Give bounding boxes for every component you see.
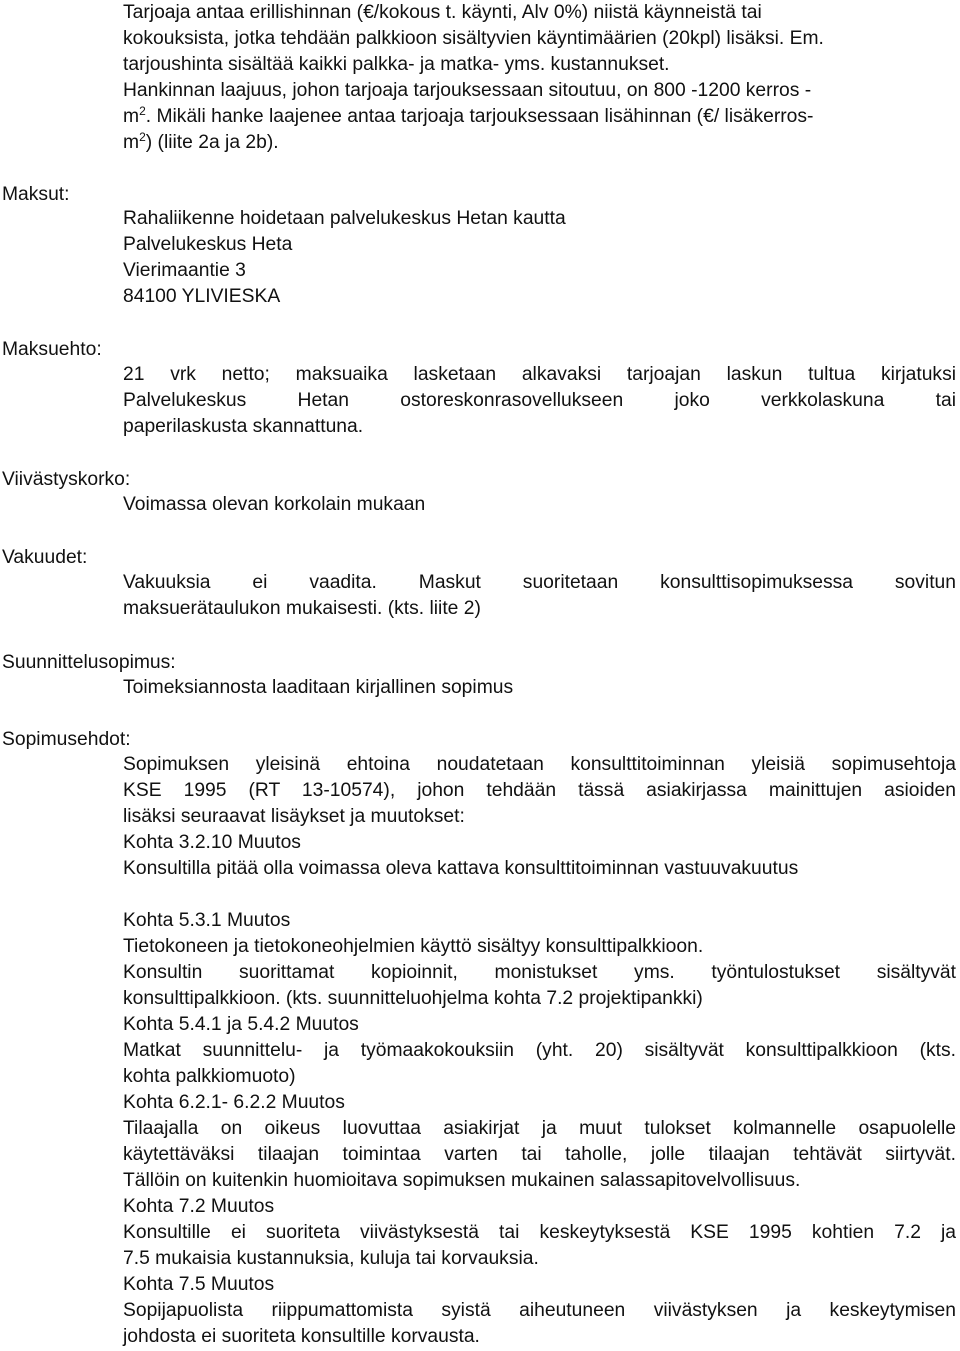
sopimusehdot-line: konsulttipalkkioon. (kts. suunnitteluohjelma kohta 7.2 projektipankki) — [123, 988, 703, 1009]
sopimusehdot-line: Kohta 5.3.1 Muutos — [123, 910, 291, 931]
maksut-line: 84100 YLIVIESKA — [123, 286, 281, 307]
intro-line: $m^2$) (liite 2a ja 2b). — [123, 130, 279, 153]
vakuudet-content — [123, 570, 956, 622]
sopimusehdot-line: Konsultilla pitää olla voimassa oleva kattava konsulttitoiminnan vastuuvakuutus — [123, 858, 799, 879]
suunnittelusopimus-label: Suunnittelusopimus: — [2, 652, 176, 673]
vakuudet-label: Vakuudet: — [2, 547, 88, 568]
vakuudet-line: Vakuuksia ei vaadita. Maskut suoritetaan konsulttisopimuksessa sovitun — [123, 572, 956, 593]
maksuehto-content — [123, 362, 956, 440]
sopimusehdot-content — [123, 752, 956, 1350]
superscript: 2 — [139, 104, 146, 118]
intro-line: Tarjoaja antaa erillishinnan (€/kokous t. käynti, Alv 0%) niistä käynneistä tai — [123, 2, 762, 23]
intro-line: $m^2$. Mikäli hanke laajenee antaa tarjoaja tarjouksessaan lisähinnan (€/ lisäkerros- — [123, 104, 814, 127]
sopimusehdot-label: Sopimusehdot: — [2, 729, 131, 750]
maksut-line: Palvelukeskus Heta — [123, 234, 293, 255]
sopimusehdot-line: lisäksi seuraavat lisäykset ja muutokset: — [123, 806, 465, 827]
sopimusehdot-line: käytettäväksi tilaajan toimintaa varten tai taholle, jolle tilaajan tehtävät siirtyvät. — [123, 1144, 956, 1165]
sopimusehdot-line: Kohta 5.4.1 ja 5.4.2 Muutos — [123, 1014, 359, 1035]
sopimusehdot-line: KSE 1995 (RT 13-10574), johon tehdään tässä asiakirjassa mainittujen asioiden — [123, 780, 956, 801]
suunnittelusopimus-line: Toimeksiannosta laaditaan kirjallinen sopimus — [123, 677, 514, 698]
sopimusehdot-line: Tällöin on kuitenkin huomioitava sopimuksen mukainen salassapitovelvollisuus. — [123, 1170, 801, 1191]
viivastyskorko-content — [123, 492, 956, 518]
maksut-line: Rahaliikenne hoidetaan palvelukeskus Hetan kautta — [123, 208, 566, 229]
sopimusehdot-line: Tilaajalla on oikeus luovuttaa asiakirjat ja muut tulokset kolmannelle osapuolelle — [123, 1118, 956, 1139]
maksuehto-line: 21 vrk netto; maksuaika lasketaan alkavaksi tarjoajan laskun tultua kirjatuksi — [123, 364, 956, 385]
intro-line: tarjoushinta sisältää kaikki palkka- ja matka- yms. kustannukset. — [123, 54, 670, 75]
sopimusehdot-line: 7.5 mukaisia kustannuksia, kuluja tai korvauksia. — [123, 1248, 539, 1269]
sopimusehdot-line: Konsultin suorittamat kopioinnit, monistukset yms. työntulostukset sisältyvät — [123, 962, 956, 983]
viivastyskorko-label: Viivästyskorko: — [2, 469, 131, 490]
sopimusehdot-line: johdosta ei suoriteta konsultille korvausta. — [123, 1326, 480, 1347]
maksut-label: Maksut: — [2, 184, 70, 205]
sopimusehdot-line: Kohta 6.2.1- 6.2.2 Muutos — [123, 1092, 345, 1113]
spacer — [123, 882, 956, 908]
vakuudet-line: maksuerätaulukon mukaisesti. (kts. liite 2) — [123, 598, 481, 619]
sopimusehdot-line: Kohta 7.2 Muutos — [123, 1196, 275, 1217]
intro-line: Hankinnan laajuus, johon tarjoaja tarjouksessaan sitoutuu, on 800 -1200 kerros - — [123, 80, 812, 101]
sopimusehdot-line: Kohta 3.2.10 Muutos — [123, 832, 301, 853]
maksuehto-label: Maksuehto: — [2, 339, 102, 360]
maksuehto-line: Palvelukeskus Hetan ostoreskonrasovellukseen joko verkkolaskuna tai — [123, 390, 956, 411]
sopimusehdot-line: Konsultille ei suoriteta viivästyksestä tai keskeytyksestä KSE 1995 kohtien 7.2 ja — [123, 1222, 956, 1243]
sopimusehdot-line: Sopimuksen yleisinä ehtoina noudatetaan konsulttitoiminnan yleisiä sopimusehtoja — [123, 754, 956, 775]
intro-paragraph — [123, 0, 956, 156]
sopimusehdot-line: Kohta 7.5 Muutos — [123, 1274, 275, 1295]
maksuehto-line: paperilaskusta skannattuna. — [123, 416, 364, 437]
maksut-content — [123, 206, 956, 310]
maksut-line: Vierimaantie 3 — [123, 260, 246, 281]
sopimusehdot-line: Matkat suunnittelu- ja työmaakokouksiin (yht. 20) sisältyvät konsulttipalkkioon (kts. — [123, 1040, 956, 1061]
superscript: 2 — [139, 130, 146, 144]
sopimusehdot-line: Sopijapuolista riippumattomista syistä aiheutuneen viivästyksen ja keskeytymisen — [123, 1300, 956, 1321]
viivastyskorko-line: Voimassa olevan korkolain mukaan — [123, 494, 426, 515]
sopimusehdot-line: kohta palkkiomuoto) — [123, 1066, 296, 1087]
sopimusehdot-line: Tietokoneen ja tietokoneohjelmien käyttö sisältyy konsulttipalkkioon. — [123, 936, 704, 957]
intro-line: kokouksista, jotka tehdään palkkioon sisältyvien käyntimäärien (20kpl) lisäksi. Em. — [123, 28, 824, 49]
suunnittelusopimus-content — [123, 675, 956, 701]
